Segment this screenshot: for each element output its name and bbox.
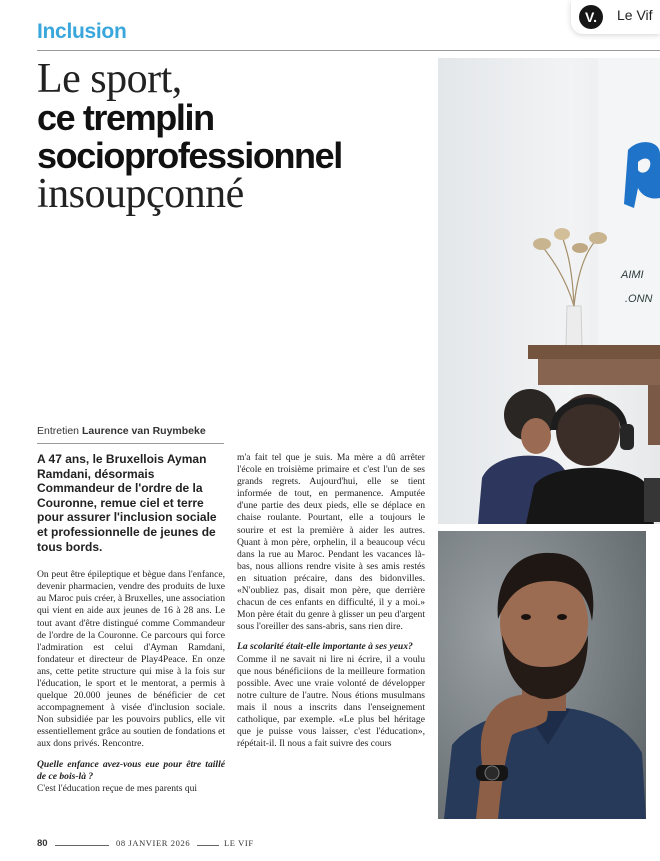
footer-rule-left xyxy=(55,845,109,846)
brand-badge[interactable] xyxy=(571,0,660,34)
answer-1-start: C'est l'éducation reçue de mes parents qui xyxy=(37,782,198,794)
title-line-3: socioprofessionnel xyxy=(37,135,342,176)
question-1: Quelle enfance avez-vous eue pour être taillé de ce bois-là ? xyxy=(37,758,225,782)
footer-rule-mid xyxy=(197,845,219,846)
answer-2: Comme il ne savait ni lire ni écrire, il a voulu que nous bénéficiions de la meilleure formation possible. Avec une vraie volonté de développer notre culture de l'autre. Nous étions musulmans mais il nous a inscrits dans l'enseignement catholique, par exemple. «Le plus bel héritage que je puisse vous laisser, c'est l'éducation», répétait-il. Il nous a fait suivre des cours xyxy=(237,653,425,750)
wall-sign-text: AIMI xyxy=(621,269,644,281)
section-label: Inclusion xyxy=(37,20,127,43)
byline-prefix: Entretien xyxy=(37,425,80,437)
portrait-photo xyxy=(438,531,646,819)
byline-author: Laurence van Ruymbeke xyxy=(81,425,206,437)
title-line-1: Le sport, xyxy=(37,56,182,102)
wall-sign-text-2: .ONN xyxy=(625,293,653,305)
fireplace-mantel xyxy=(528,345,660,359)
byline xyxy=(37,425,206,437)
page-number: 80 xyxy=(37,838,48,849)
answer-1-continued: m'a fait tel que je suis. Ma mère a dû arrêter l'école en troisième primaire et c'est l'un de ses grands regrets. Aujourd'hui, elle se tient informée de tout, en permanence. Amputée d'une partie des deux pieds, elle se déplace en chaise roulante. Pourtant, elle a toujours le sourire et est la première à aider les autres. Quant à mon père, orphelin, il a beaucoup vécu dans la rue au Maroc. Pendant les vacances là-bas, nous allions rendre visite à ses amis restés en situation précaire, dans des bidonvilles. «N'oubliez pas, disait mon père, que derrière chacun de ces enfants en difficulté, il y a moi.» Mon père était du genre à glisser un peu d'argent sous l'oreiller des sans-abris, sans rien dire. xyxy=(237,452,425,633)
magazine-name: LE VIF xyxy=(224,838,254,848)
intro-paragraph: On peut être épileptique et bègue dans l'enfance, devenir pharmacien, vendre des produits de luxe au Maroc puis créer, à Bruxelles, une association qui vient en aide aux jeunes de 16 à 28 ans. Le tout avant d'être distingué comme Commandeur de l'ordre de la Couronne. Ce parcours qui force l'admiration est celui d'Ayman Ramdani, fondateur et directeur de Play4Peace. En onze ans, cette petite structure qui mise à la fois sur l'éducation, le sport et le mentorat, a permis à quelque 20.000 jeunes de bénéficier de cet accompagnement à visée d'inclusion sociale. Non subsidiée par les pouvoirs publics, elle vit essentiellement grâce au soutien de fondations et aux dons privés. Rencontre. xyxy=(37,569,225,750)
question-2: La scolarité était-elle importante à ses yeux? xyxy=(237,641,413,653)
column-left xyxy=(37,452,225,795)
brand-name: Le Vif xyxy=(617,7,653,23)
byline-divider xyxy=(37,443,224,444)
le-vif-logo-icon: V. xyxy=(579,5,603,29)
title-line-4: insoupçonné xyxy=(37,171,244,217)
office-photo xyxy=(438,58,660,524)
page-footer xyxy=(37,838,412,852)
issue-date: 08 JANVIER 2026 xyxy=(116,838,191,848)
header-divider xyxy=(37,50,660,51)
title-line-2: ce tremplin xyxy=(37,97,214,138)
column-middle xyxy=(237,452,425,750)
lead-paragraph: A 47 ans, le Bruxellois Ayman Ramdani, désormais Commandeur de l'ordre de la Couronne, remue ciel et terre pour assurer l'inclusion sociale et professionnelle de jeunes de tous bords. xyxy=(37,452,217,554)
